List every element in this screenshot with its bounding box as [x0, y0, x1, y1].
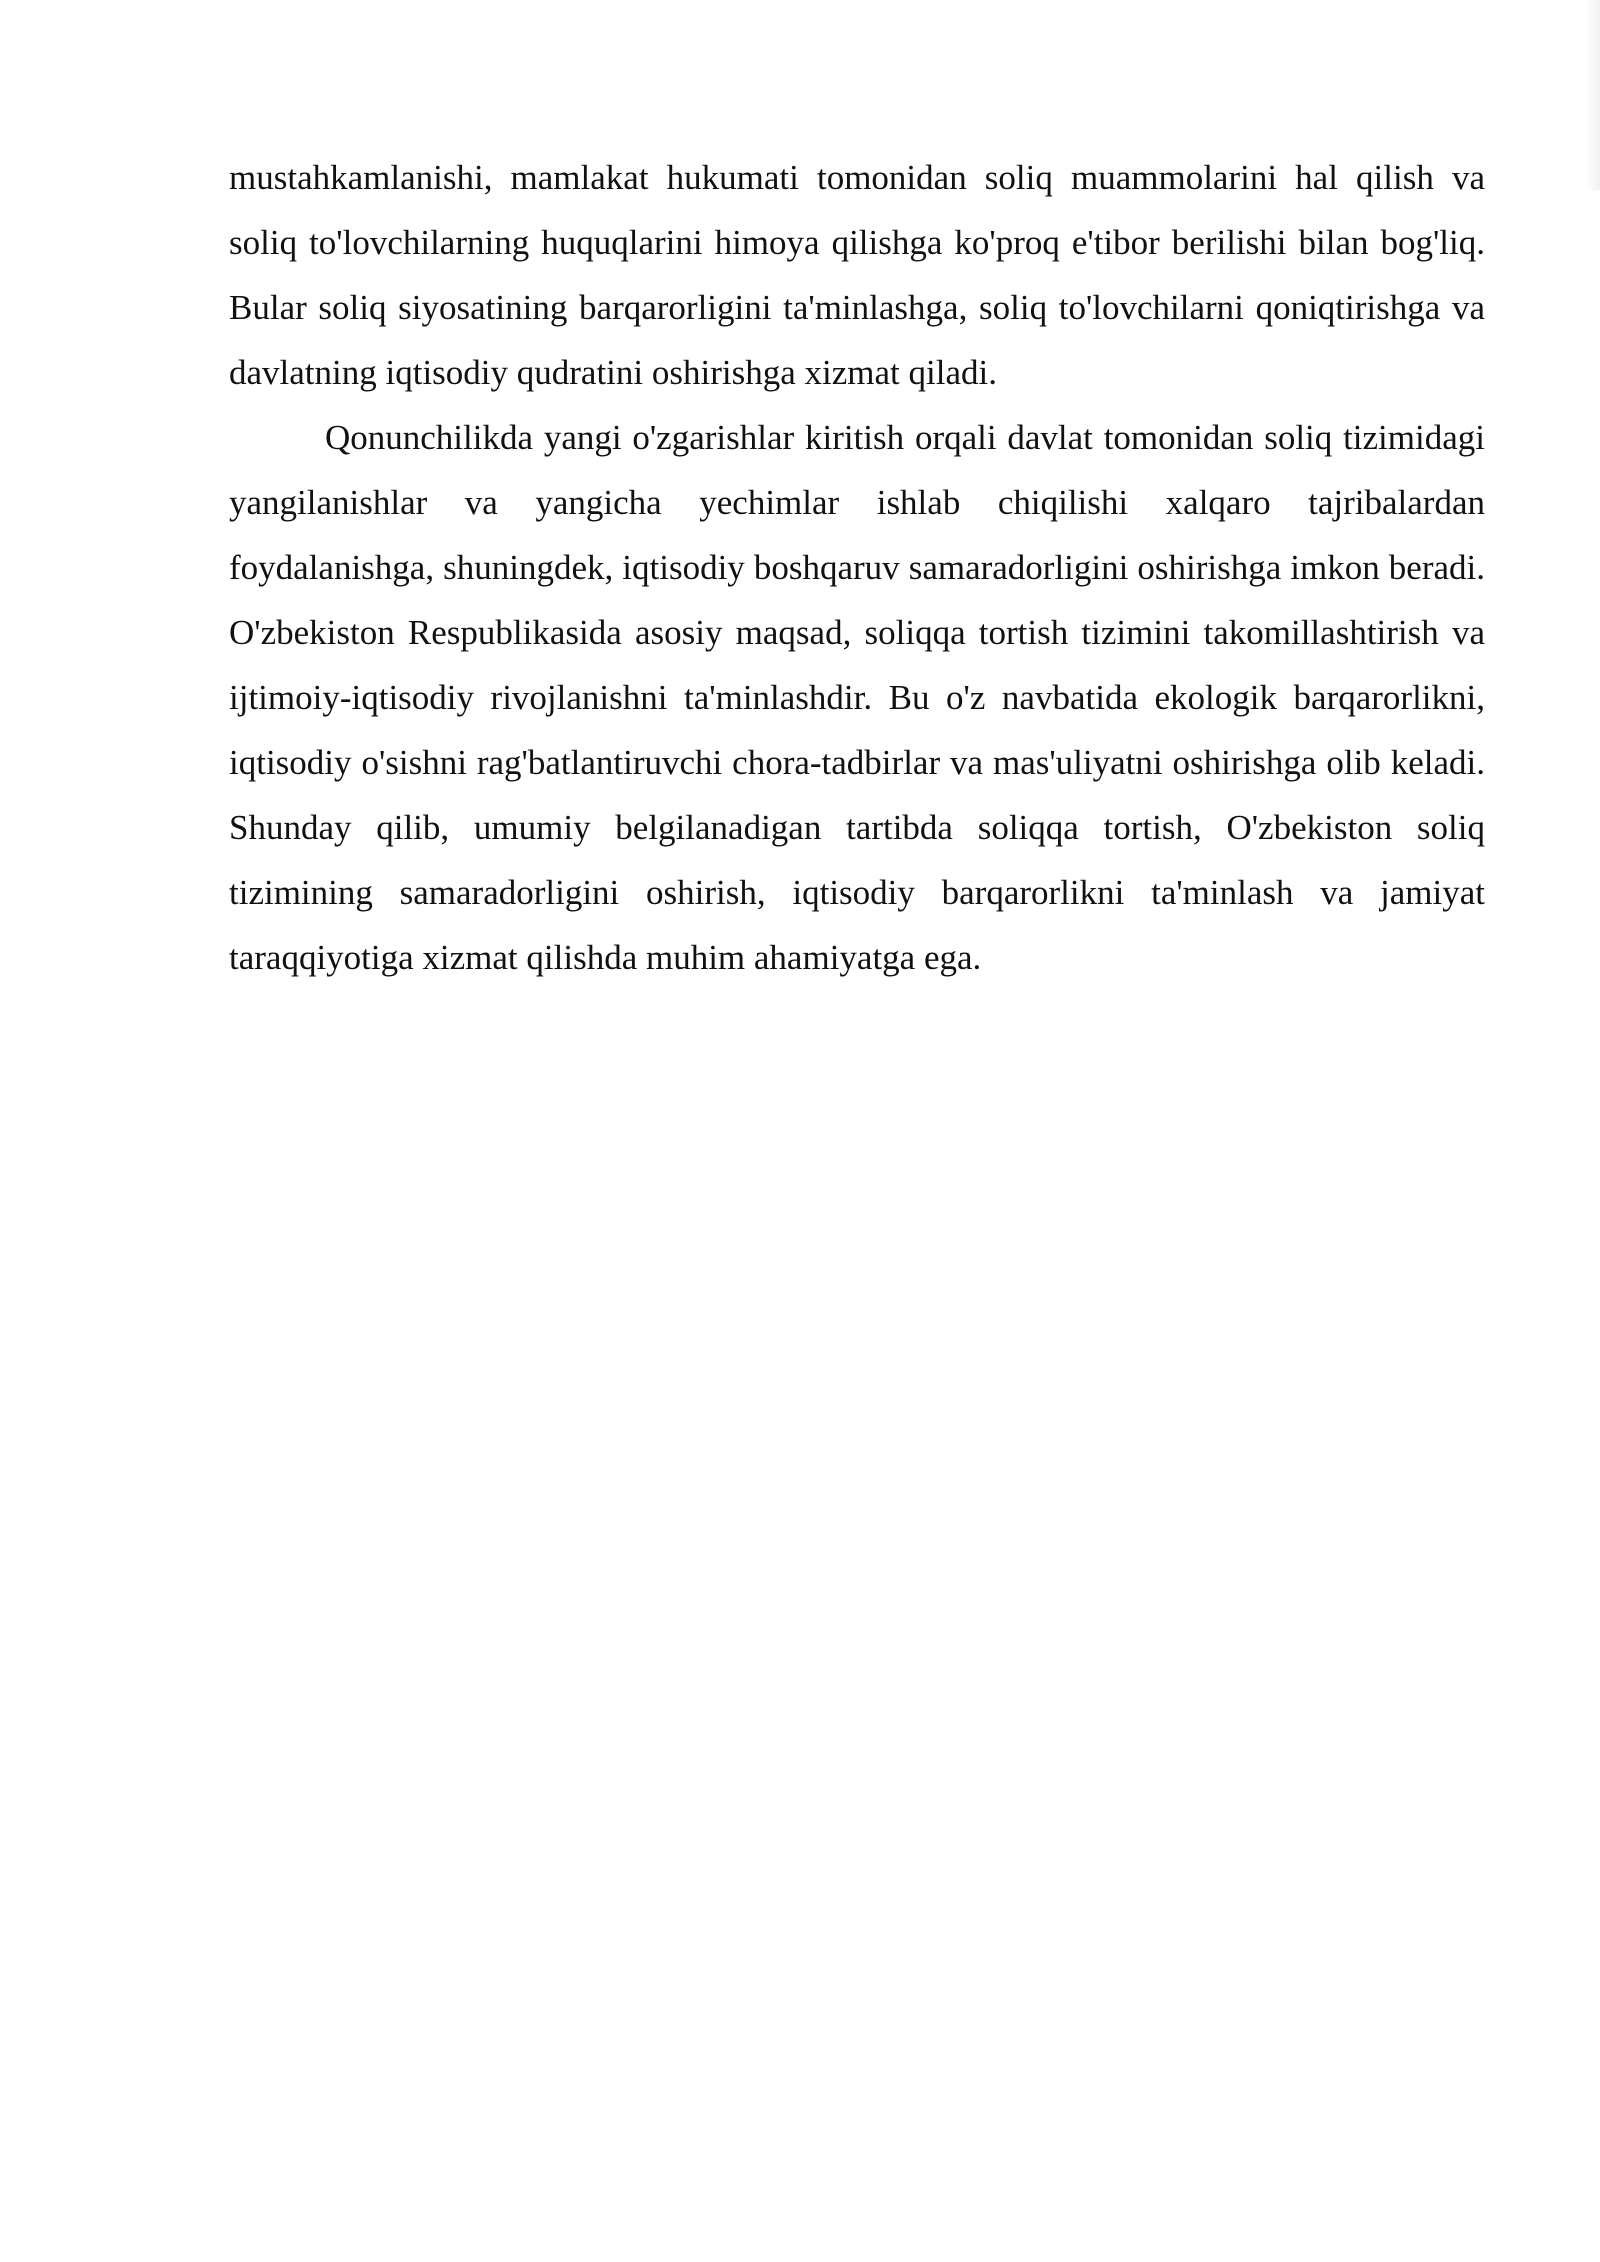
- paragraph-main: Qonunchilikda yangi o'zgarishlar kiritish orqali davlat tomonidan soliq tizimidagi yangilanishlar va yangicha yechimlar ishlab chiqilishi xalqaro tajribalardan foydalanishga, shuningdek, iqtisodiy boshqaruv samaradorligini oshirishga imkon beradi. O'zbekiston Respublikasida asosiy maqsad, soliqqa tortish tizimini takomillashtirish va ijtimoiy-iqtisodiy rivojlanishni ta'minlashdir. Bu o'z navbatida ekologik barqarorlikni, iqtisodiy o'sishni rag'batlantiruvchi chora-tadbirlar va mas'uliyatni oshirishga olib keladi. Shunday qilib, umumiy belgilanadigan tartibda soliqqa tortish, O'zbekiston soliq tizimining samaradorligini oshirish, iqtisodiy barqarorlikni ta'minlash va jamiyat taraqqiyotiga xizmat qilishda muhim ahamiyatga ega.: [229, 418, 1485, 977]
- body-text: [229, 145, 1485, 990]
- paragraph-continuation: mustahkamlanishi, mamlakat hukumati tomonidan soliq muammolarini hal qilish va soliq to'lovchilarning huquqlarini himoya qilishga ko'proq e'tibor berilishi bilan bog'liq. Bular soliq siyosatining barqarorligini ta'minlashga, soliq to'lovchilarni qoniqtirishga va davlatning iqtisodiy qudratini oshirishga xizmat qiladi.: [229, 158, 1485, 392]
- page-edge-shadow: [1586, 0, 1600, 190]
